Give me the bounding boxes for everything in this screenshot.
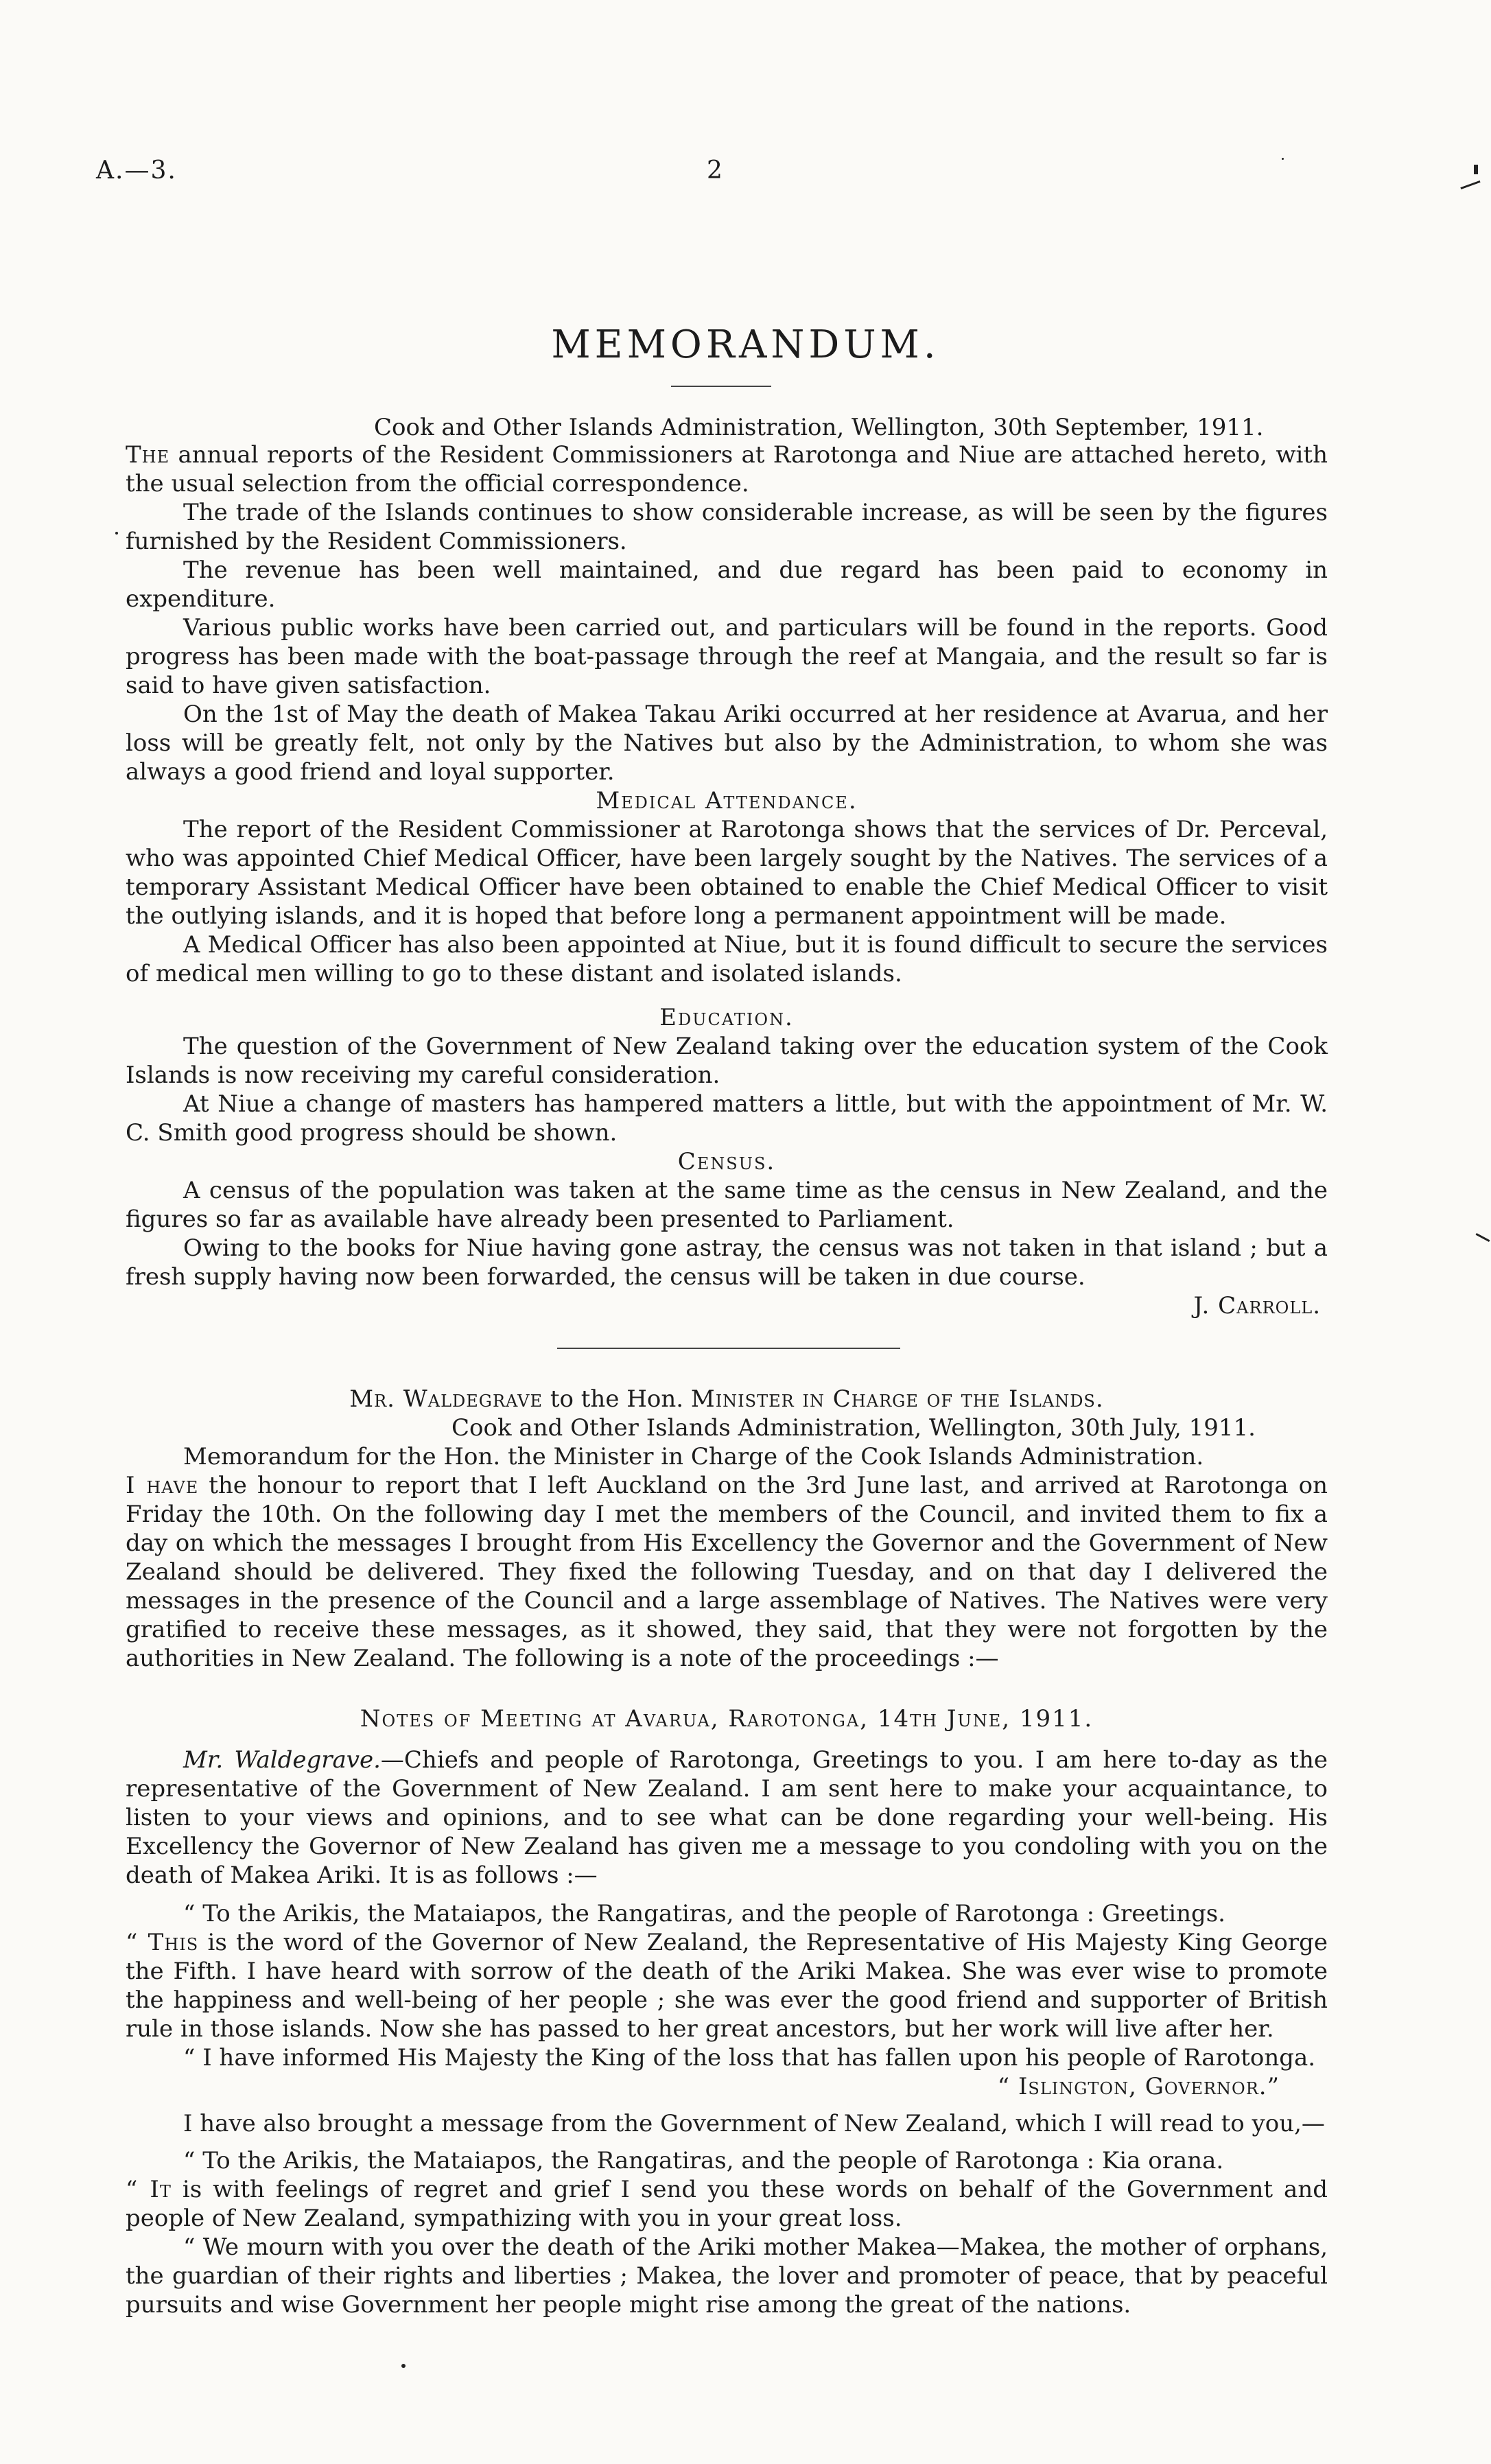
memorandum-body <box>126 441 1328 1320</box>
quote-paragraph <box>126 1928 1328 2043</box>
scan-mark <box>115 532 118 535</box>
memo-paragraph: Various public works have been carried out, and particulars will be found in the reports. Good progress has been made with the boat-passage through the reef at Mangaia, and the result so far is said to have given satisfaction. <box>126 614 1328 699</box>
memo-paragraph: A census of the population was taken at the same time as the census in New Zealand, and the figures so far as available have already been presented to Parliament. <box>126 1177 1328 1233</box>
memo-paragraph: The question of the Government of New Zealand taking over the education system of the Cook Islands is now receiving my careful consideration. <box>126 1033 1328 1089</box>
scan-mark <box>1474 165 1478 174</box>
title-underline <box>671 386 771 387</box>
scan-mark <box>1282 158 1284 160</box>
memo-paragraph: On the 1st of May the death of Makea Takau Ariki occurred at her residence at Avarua, and her loss will be greatly felt, not only by the Natives but also by the Administration, to whom she was always a good friend and loyal supporter. <box>126 701 1328 786</box>
section-heading-medical: Medical Attendance. <box>596 787 858 814</box>
scan-mark <box>401 2364 406 2368</box>
memo-paragraph: At Niue a change of masters has hampered matters a little, but with the appointment of Mr. W. C. Smith good progress should be shown. <box>126 1090 1328 1147</box>
quote-line: “ To the Arikis, the Mataiapos, the Rangatiras, and the people of Rarotonga : Kia orana. <box>183 2147 1224 2174</box>
memo-paragraph: Owing to the books for Niue having gone astray, the census was not taken in that island ; but a fresh supply having now been forwarded, the census will be taken in due course. <box>126 1234 1328 1291</box>
letter-lead-word: I have <box>126 1472 199 1499</box>
memo-paragraph <box>126 441 1328 498</box>
quote-paragraph <box>126 2175 1328 2233</box>
letter-heading-name: Mr. Waldegrave <box>349 1385 543 1413</box>
memo-paragraph: A Medical Officer has also been appointed at Niue, but it is found difficult to secure the services of medical men willing to go to these distant and isolated islands. <box>126 931 1328 987</box>
notes-paragraph: I have also brought a message from the Government of New Zealand, which I will read to you,— <box>183 2110 1325 2137</box>
quote-line: “ I have informed His Majesty the King of the loss that has fallen upon his people of Rarotonga. <box>183 2044 1316 2072</box>
memorandum-title: MEMORANDUM. <box>551 322 940 367</box>
scan-mark <box>1476 1233 1490 1242</box>
quote-text: is with feelings of regret and grief I send you these words on behalf of the Government and people of New Zealand, sympathizing with you in your great loss. <box>126 2176 1328 2232</box>
letter-paragraph <box>126 1471 1328 1673</box>
parliamentary-paper-reference: A.—3. <box>96 156 177 185</box>
memo-paragraph: The revenue has been well maintained, and due regard has been paid to economy in expenditure. <box>126 556 1328 613</box>
letter-section <box>126 1385 1328 1673</box>
quote-lead-word: “ This <box>126 1929 199 1956</box>
notes-paragraph <box>126 1746 1328 1890</box>
memo-lead-word: The <box>126 441 170 469</box>
memo-paragraph-text: annual reports of the Resident Commissioners at Rarotonga and Niue are attached hereto, with the usual selection from the official correspondence. <box>126 441 1328 497</box>
memo-paragraph: The trade of the Islands continues to show considerable increase, as will be seen by the figures furnished by the Resident Commissioners. <box>126 499 1328 555</box>
memorandum-dateline: Cook and Other Islands Administration, Wellington, 30th September, 1911. <box>374 414 1264 441</box>
meeting-notes <box>126 1704 1328 2319</box>
section-heading-education: Education. <box>659 1004 794 1031</box>
quote-lead-word: “ It <box>126 2176 172 2203</box>
speaker-name: Mr. Waldegrave. <box>183 1746 381 1774</box>
quote-line: “ To the Arikis, the Mataiapos, the Rangatiras, and the people of Rarotonga : Greetings. <box>183 1900 1225 1927</box>
quote-paragraph: “ We mourn with you over the death of the Ariki mother Makea—Makea, the mother of orphans, the guardian of their rights and liberties ; Makea, the lover and promoter of peace, that by peaceful pursuits and wise Government her people might rise among the great of the nations. <box>126 2233 1328 2319</box>
governor-signature: “ Islington, Governor.” <box>997 2073 1280 2100</box>
meeting-notes-heading: Notes of Meeting at Avarua, Rarotonga, 14th June, 1911. <box>360 1705 1094 1733</box>
memo-signature: J. Carroll. <box>1193 1292 1321 1319</box>
letter-heading-to: to the Hon. <box>543 1385 691 1413</box>
letter-heading <box>126 1385 1328 1413</box>
notes-paragraph-text: —Chiefs and people of Rarotonga, Greetings to you. I am here to-day as the representative of the Government of New Zealand. I am sent here to make your acquaintance, to listen to your views and opinions, and to see what can be done regarding your well-being. His Excellency the Governor of New Zealand has given me a message to you condoling with you on the death of Makea Ariki. It is as follows :— <box>126 1746 1328 1889</box>
section-divider <box>557 1348 900 1349</box>
quote-text: is the word of the Governor of New Zealand, the Representative of His Majesty King George the Fifth. I have heard with sorrow of the death of the Ariki Makea. She was ever wise to promote the happiness and well-being of her people ; she was ever the good friend and supporter of British rule in those islands. Now she has passed to her great ancestors, but her work will live after her. <box>126 1929 1328 2043</box>
letter-memo-line: Memorandum for the Hon. the Minister in Charge of the Cook Islands Administration. <box>183 1443 1204 1470</box>
letter-heading-rest: Minister in Charge of the Islands. <box>690 1385 1104 1413</box>
letter-paragraph-text: the honour to report that I left Auckland on the 3rd June last, and arrived at Rarotonga on Friday the 10th. On the following day I met the members of the Council, and invited them to fix a day on which the messages I brought from His Excellency the Governor and the Government of New Zealand should be delivered. They fixed the following Tuesday, and on that day I delivered the messages in the presence of the Council and a large assemblage of Natives. The Natives were very gratified to receive these messages, as it showed, they said, that they were not forgotten by the authorities in New Zealand. The following is a note of the proceedings :— <box>126 1472 1328 1672</box>
memo-paragraph: The report of the Resident Commissioner at Rarotonga shows that the services of Dr. Perceval, who was appointed Chief Medical Officer, have been largely sought by the Natives. The services of a temporary Assistant Medical Officer have been obtained to enable the Chief Medical Officer to visit the outlying islands, and it is hoped that before long a permanent appointment will be made. <box>126 816 1328 930</box>
page-number: 2 <box>707 156 723 185</box>
section-heading-census: Census. <box>677 1148 776 1175</box>
scan-mark <box>1460 180 1480 189</box>
letter-dateline: Cook and Other Islands Administration, Wellington, 30th July, 1911. <box>451 1414 1256 1442</box>
